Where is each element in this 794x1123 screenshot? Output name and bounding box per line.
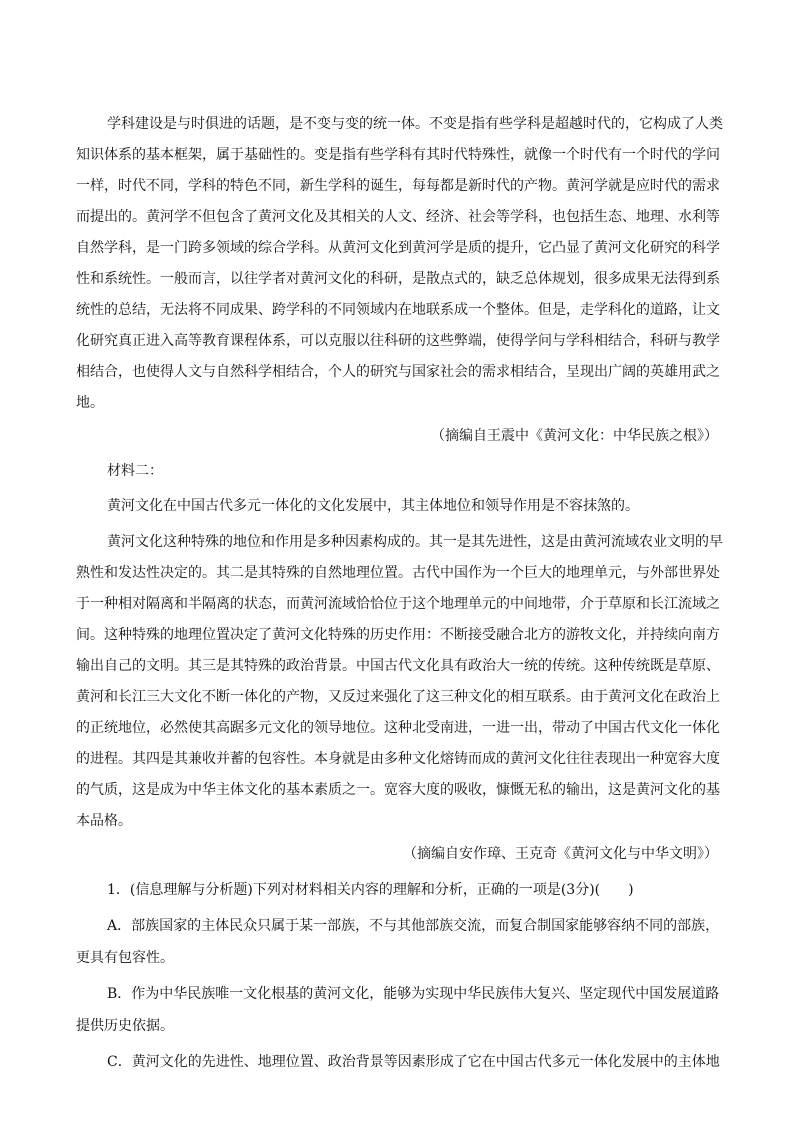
paragraph-1-line-7: 统性的总结，无法将不同成果、跨学科的不同领域内在地联系成一个整体。但是，走学科化的道路，让文 [76, 302, 720, 318]
option-b-line-1: B．作为中华民族唯一文化根基的黄河文化，能够为实现中华民族伟大复兴、坚定现代中国发展道路 [107, 986, 720, 1002]
paragraph-2-line-5: 输出自己的文明。其三是其特殊的政治背景。中国古代文化具有政治大一统的传统。这种传统既是草原、 [76, 658, 720, 674]
paragraph-1-line-2: 知识体系的基本框架，属于基础性的。变是指有些学科有其时代特殊性，就像一个时代有一个时代的学问 [76, 147, 720, 163]
material-2-heading: 材料二： [107, 463, 163, 479]
paragraph-2-line-10: 本品格。 [76, 813, 132, 829]
option-c-line-1: C．黄河文化的先进性、地理位置、政治背景等因素形成了它在中国古代多元一体化发展中的主体地 [107, 1054, 720, 1070]
material-2-lead: 黄河文化在中国古代多元一体化的文化发展中，其主体地位和领导作用是不容抹煞的。 [107, 498, 639, 514]
paragraph-1-line-1: 学科建设是与时俱进的话题，是不变与变的统一体。不变是指有些学科是超越时代的，它构成了人类 [107, 116, 723, 132]
question-1-stem: 1．(信息理解与分析题)下列对材料相关内容的理解和分析，正确的一项是(3分)( ) [107, 882, 634, 898]
option-b-line-2: 提供历史依据。 [76, 1018, 174, 1034]
paragraph-2-line-4: 间。这种特殊的地理位置决定了黄河文化特殊的历史作用：不断接受融合北方的游牧文化，并持续向南方 [76, 627, 720, 643]
paragraph-2-line-8: 的进程。其四是其兼收并蓄的包容性。本身就是由多种文化熔铸而成的黄河文化往往表现出一种宽容大度 [76, 751, 720, 767]
paragraph-1-line-6: 性和系统性。一般而言，以往学者对黄河文化的科研，是散点式的，缺乏总体规划，很多成果无法得到系 [76, 271, 720, 287]
paragraph-2-line-2: 熟性和发达性决定的。其二是其特殊的自然地理位置。古代中国作为一个巨大的地理单元，与外部世界处 [76, 565, 720, 581]
paragraph-2-line-3: 于一种相对隔离和半隔离的状态，而黄河流域恰恰位于这个地理单元的中间地带，介于草原和长江流域之 [76, 596, 720, 612]
paragraph-1-line-10: 地。 [76, 395, 104, 411]
paragraph-1-line-4: 而提出的。黄河学不但包含了黄河文化及其相关的人文、经济、社会等学科，也包括生态、地理、水利等 [76, 209, 720, 225]
paragraph-2-line-1: 黄河文化这种特殊的地位和作用是多种因素构成的。其一是其先进性，这是由黄河流域农业文明的早 [107, 534, 723, 550]
paragraph-2-line-7: 的正统地位，必然使其高踞多元文化的领导地位。这种北受南进，一进一出，带动了中国古代文化一体化 [76, 720, 720, 736]
paragraph-1-line-8: 化研究真正进入高等教育课程体系，可以克服以往科研的这些弊端，使得学问与学科相结合，科研与教学 [76, 333, 720, 349]
paragraph-2-line-9: 的气质，这是成为中华主体文化的基本素质之一。宽容大度的吸收，慷慨无私的输出，这是黄河文化的基 [76, 782, 720, 798]
source-citation-1: （摘编自王震中《黄河文化：中华民族之根》） [431, 428, 718, 444]
paragraph-1-line-3: 一样，时代不同，学科的特色不同，新生学科的诞生，每每都是新时代的产物。黄河学就是应时代的需求 [76, 178, 720, 194]
option-a-line-2: 更具有包容性。 [76, 950, 174, 966]
source-citation-2: （摘编自安作璋、王克奇《黄河文化与中华文明》） [403, 846, 718, 862]
paragraph-1-line-9: 相结合，也使得人文与自然科学相结合，个人的研究与国家社会的需求相结合，呈现出广阔的英雄用武之 [76, 364, 720, 380]
option-a-line-1: A．部族国家的主体民众只属于某一部族，不与其他部族交流，而复合制国家能够容纳不同的部族， [107, 918, 720, 934]
paragraph-1-line-5: 自然学科，是一门跨多领域的综合学科。从黄河文化到黄河学是质的提升，它凸显了黄河文化研究的科学 [76, 240, 720, 256]
paragraph-2-line-6: 黄河和长江三大文化不断一体化的产物，又反过来强化了这三种文化的相互联系。由于黄河文化在政治上 [76, 689, 720, 705]
